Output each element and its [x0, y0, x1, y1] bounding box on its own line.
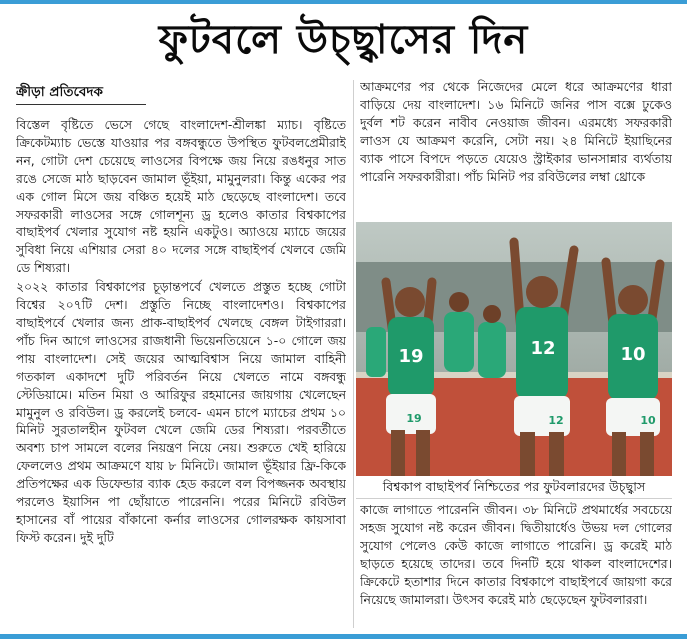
article-right-column-bottom — [360, 501, 672, 632]
paragraph-3: আক্রমণের পর থেকে নিজেদের মেলে ধরে আক্রমণের ধারা বাড়িয়ে দেয় বাংলাদেশ। ১৬ মিনিটে জনির পাস বক্সে ঢুকেও দুর্বল শট করেন নাবীব নেওয়াজ জীবন। এরমধ্যে সফরকারী লাওস যে আক্রমণ করেনি, সেটা নয়। ২৪ মিনিটে ইয়াছিনের ব্যাক পাসে বিপদে পড়তে যেয়েও স্ট্রাইকার ভানসান্নার ব্যর্থতায় পারেনি সফরকারীরা। পাঁচ মিনিট পর রবিউলের লম্বা থ্রোকে — [360, 79, 672, 184]
article-right-column-top — [360, 78, 672, 221]
shorts-number-2: 12 — [548, 414, 564, 427]
photo-caption: বিশ্বকাপ বাছাইপর্ব নিশ্চিতের পর ফুটবলারদের উচ্ছ্বাস — [356, 476, 672, 499]
jersey-number-1: 19 — [398, 346, 424, 367]
article-byline: ক্রীড়া প্রতিবেদক — [16, 84, 103, 100]
jersey-number-3: 10 — [620, 344, 646, 365]
jersey-number-2: 12 — [530, 338, 556, 359]
article-photo — [356, 222, 672, 476]
byline-underline — [16, 104, 146, 105]
top-accent-rule — [0, 0, 687, 4]
shorts-number-3: 10 — [640, 414, 656, 427]
bottom-accent-rule — [0, 634, 687, 639]
shorts-number-1: 19 — [406, 412, 422, 425]
paragraph-4: কাজে লাগাতে পারেননি জীবন। ৩৮ মিনিটে প্রথমার্ধের সবচেয়ে সহজ সুযোগ নষ্ট করেন জীবন। দ্বিতীয়ার্ধেও উভয় দল গোলের সুযোগ পেলেও কেউ কাজে লাগাতে পারেনি। ড্র করেই মাঠ ছাড়তে হয়েছে তাদের। তবে দিনটি হয়ে থাকল বাংলাদেশের। ক্রিকেটে হতাশার দিনে কাতার বিশ্বকাপে বাছাইপর্বে জায়গা করে নিয়েছে জামালরা। উৎসব করেই মাঠ ছেড়েছেন ফুটবলাররা। — [360, 502, 672, 607]
article-headline: ফুটবলে উচ্ছ্বাসের দিন — [158, 16, 529, 63]
article-left-column — [16, 116, 346, 632]
celebration-photo-illustration — [356, 222, 672, 476]
paragraph-1: বিস্তেল বৃষ্টিতে ভেসে গেছে বাংলাদেশ-শ্রীলঙ্কা ম্যাচ। বৃষ্টিতে ক্রিকেটম্যাচ ভেস্তে যাওয়ার পর বঙ্গবন্ধুতে উপস্থিত ফুটবলপ্রেমীরাই নন, গোটা দেশ চেয়েছে লাওসের বিপক্ষে জয় নিয়ে রঙধনুর সাত রঙে সেজে মাঠ ছাড়বেন জামাল ভূঁইয়া, মামুনুলরা। কিন্তু একের পর এক গোল মিসে জয় বঞ্চিত হয়েই মাঠ ছেড়েছে বাংলাদেশ। তবে সফরকারী লাওসের সঙ্গে গোলশূন্য ড্র হলেও কাতার বিশ্বকাপের বাছাইপর্ব খেলার সুযোগ নষ্ট হয়নি একটুও। অ্যাওয়ে ম্যাচে জয়ের সুবিধা নিয়ে এশিয়ার সেরা ৪০ দলের সঙ্গে বাছাইপর্ব খেলবে জেমি ডে শিষ্যরা। — [16, 117, 346, 276]
column-divider — [353, 80, 354, 628]
paragraph-2: ২০২২ কাতার বিশ্বকাপের চূড়ান্তপর্বে খেলতে প্রস্তুত হচ্ছে গোটা বিশ্বের ২০৭টি দেশ। প্রস্তুতি নিচ্ছে বাংলাদেশও। বিশ্বকাপের বাছাইপর্বে খেলার জন্য প্রাক-বাছাইপর্ব খেলছে বেঙ্গল টাইগাররা। পাঁচ দিন আগে লাওসের রাজধানী ভিয়েনতিয়েনে ১-০ গোলে জয় পায় বাংলাদেশ। সেই জয়ের আত্মবিশ্বাস নিয়ে জামাল বাহিনী গতকাল একাদশে দুটি পরিবর্তন নিয়ে খেলতে নামে বঙ্গবন্ধু স্টেডিয়ামে। মতিন মিয়া ও আরিফুর রহমানের জায়গায় খেলেছেন মামুনুল ও রবিউল। ড্র করলেই চলবে- এমন চাপে ম্যাচের প্রথম ১০ মিনিট সুরতালহীন ফুটবল খেলে জেমি ডের শিষ্যরা। পরবর্তীতে অবশ্য চাপ সামলে বলের নিয়ন্ত্রণ নিয়ে নেয়। শুরুতে খেই হারিয়ে ফেললেও প্রথম আক্রমণে যায় ৮ মিনিটে। জামাল ভূঁইয়ার ফ্রি-কিকে প্রতিপক্ষের এক ডিফেন্ডার ব্যাক হেড করলে বল বিপজ্জনক অবস্থায় পরলেও ইয়াসিন পা ছোঁয়াতে পারেননি। পরের মিনিটে রবিউল হাসানের বাঁ পায়ের বাঁকানো কর্নার লাওসের গোলরক্ষক কায়সাবা ফিস্ট করেন। দুই দুটি — [16, 279, 346, 545]
